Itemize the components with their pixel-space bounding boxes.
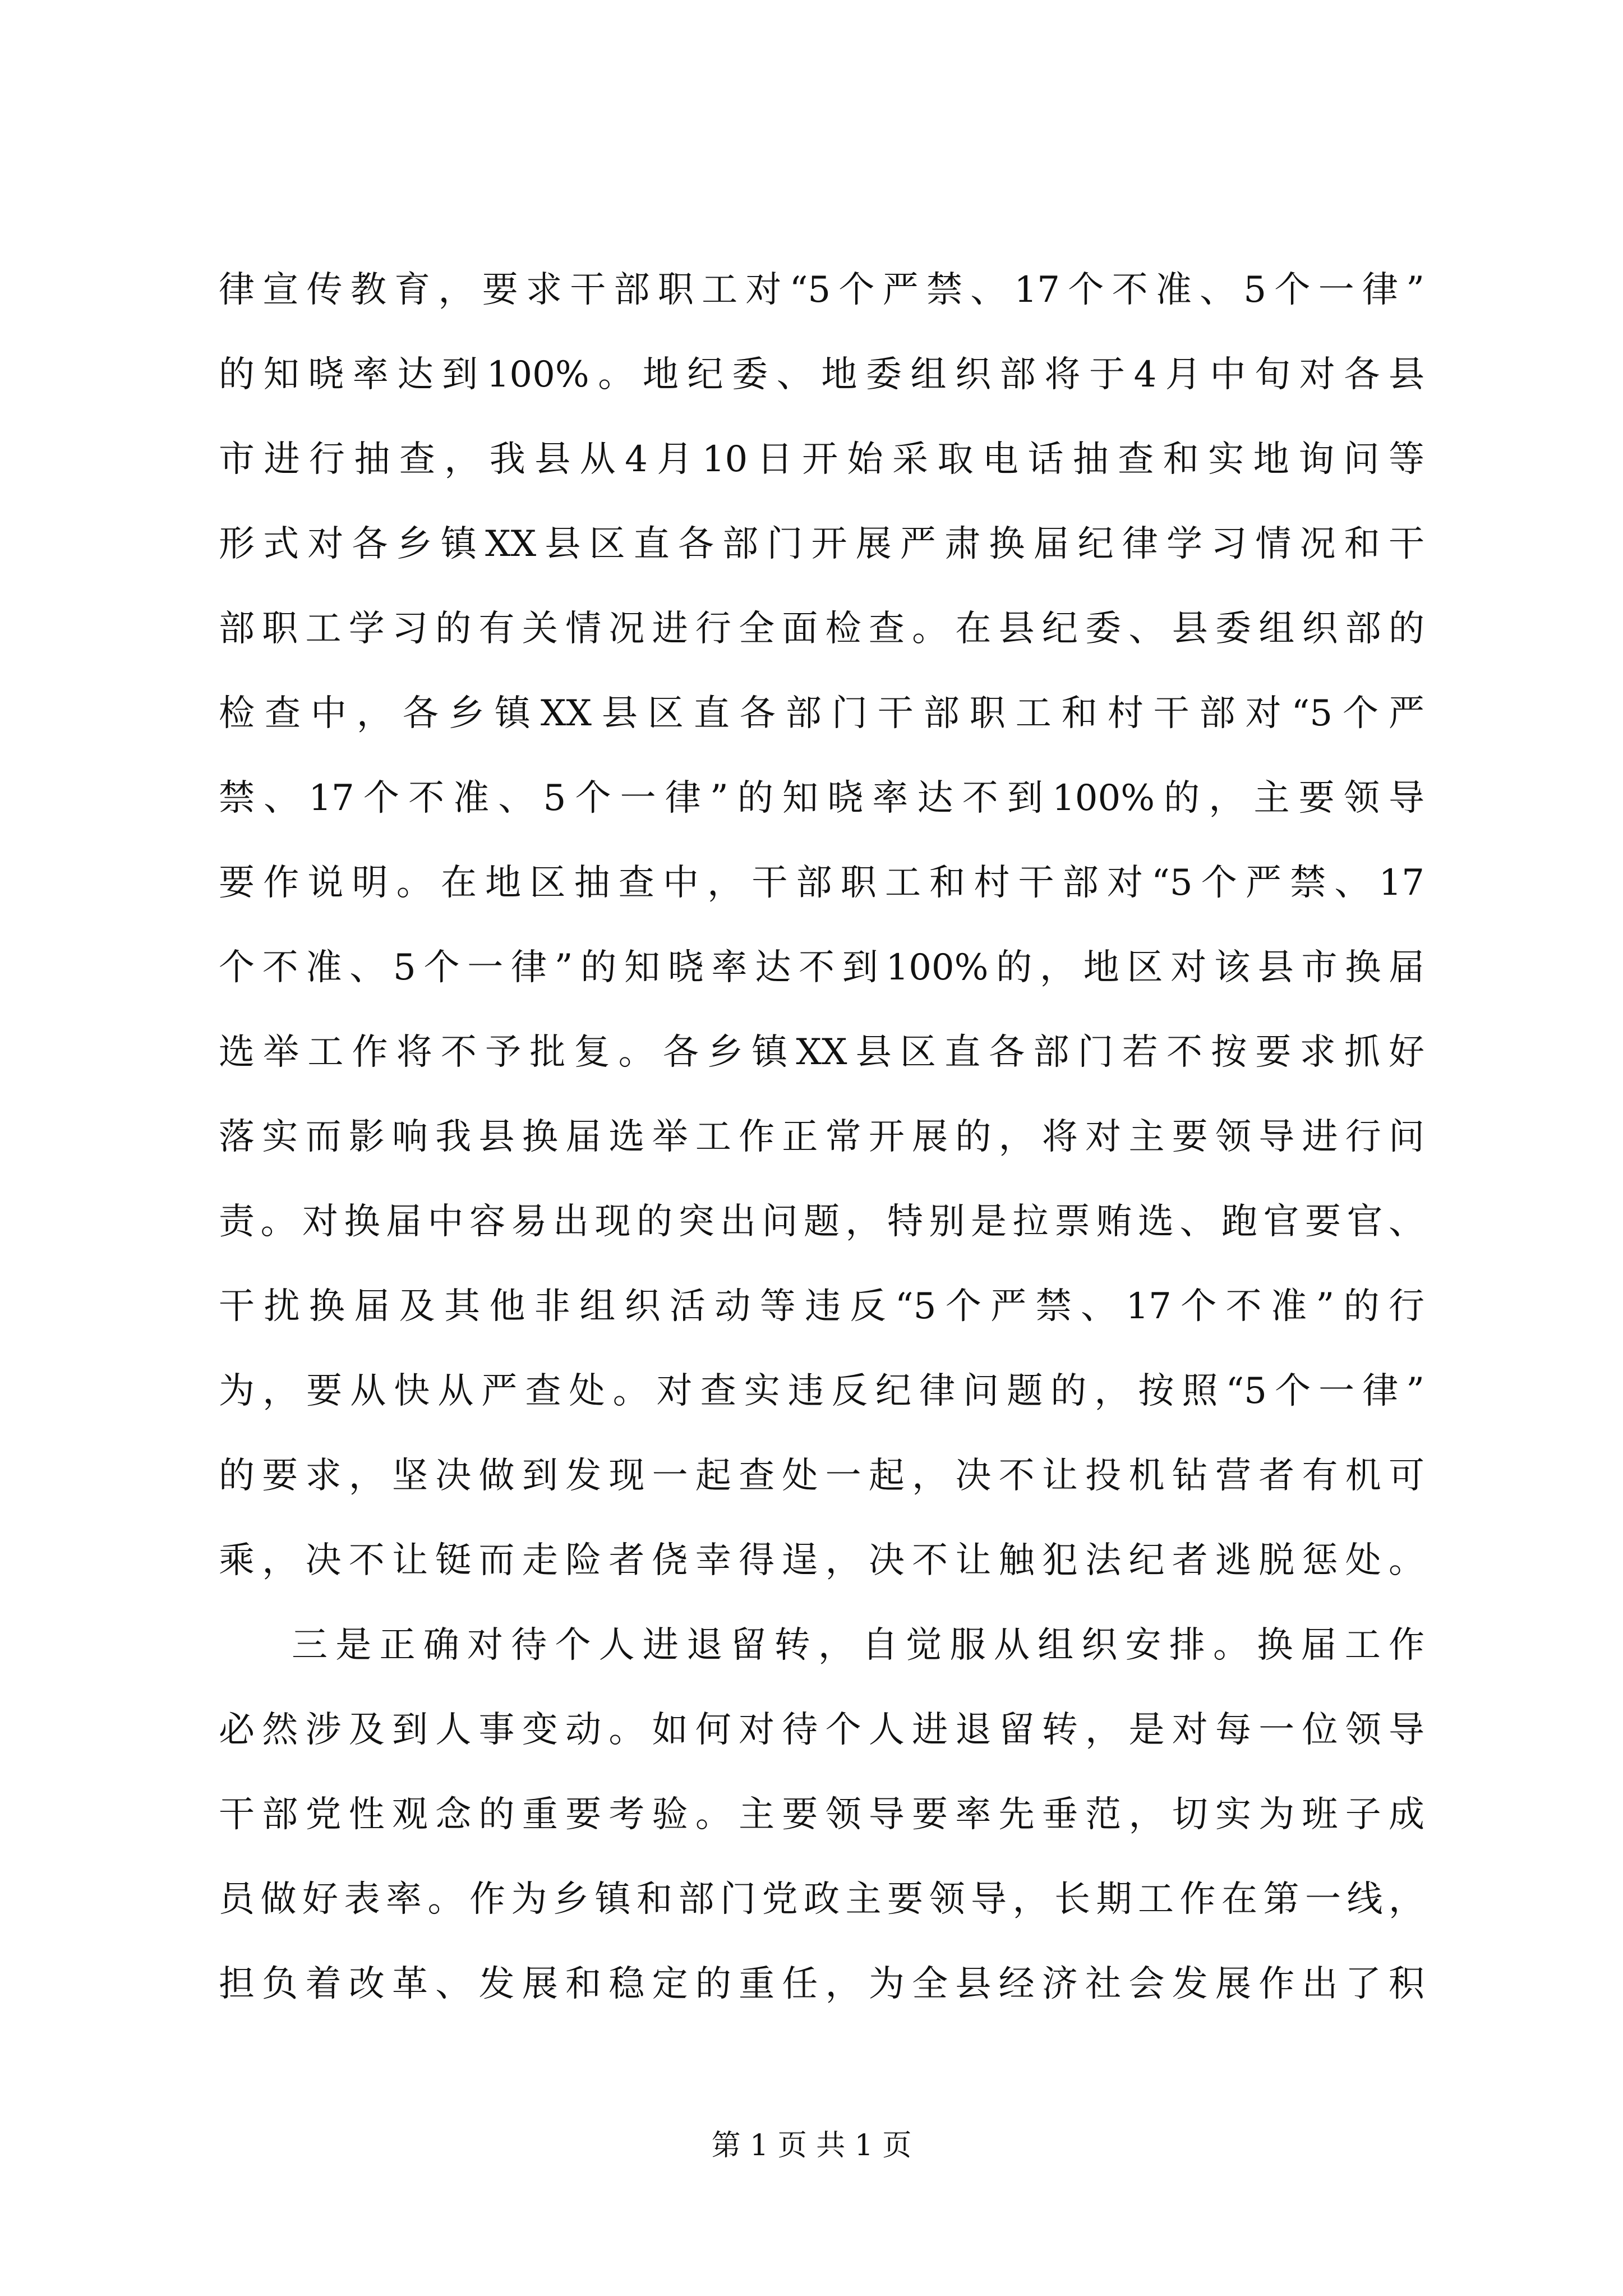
text-line: 市进行抽查，我县从4月10日开始采取电话抽查和实地询问等: [219, 439, 1424, 480]
text-line: 必然涉及到人事变动。如何对待个人进退留转，是对每一位领导: [219, 1709, 1424, 1751]
text-line: 的知晓率达到100%。地纪委、地委组织部将于4月中旬对各县: [219, 354, 1424, 395]
text-line: 律宣传教育，要求干部职工对“5个严禁、17个不准、5个一律”: [219, 269, 1424, 311]
text-line: 选举工作将不予批复。各乡镇XX县区直各部门若不按要求抓好: [219, 1032, 1424, 1073]
text-line: 检查中，各乡镇XX县区直各部门干部职工和村干部对“5个严: [219, 693, 1424, 734]
text-line: 个不准、5个一律”的知晓率达不到100%的，地区对该县市换届: [219, 947, 1424, 988]
document-body: [219, 248, 1424, 2027]
text-line: 乘，决不让铤而走险者侥幸得逞，决不让触犯法纪者逃脱惩处。: [219, 1540, 1424, 1581]
text-line: 落实而影响我县换届选举工作正常开展的，将对主要领导进行问: [219, 1116, 1424, 1158]
text-line: 为，要从快从严查处。对查实违反纪律问题的，按照“5个一律”: [219, 1370, 1424, 1412]
page-number-footer: 第 1 页 共 1 页: [711, 2129, 912, 2162]
text-line: 干扰换届及其他非组织活动等违反“5个严禁、17个不准”的行: [219, 1286, 1424, 1327]
text-line: 三是正确对待个人进退留转，自觉服从组织安排。换届工作: [292, 1625, 1424, 1666]
text-line: 责。对换届中容易出现的突出问题，特别是拉票贿选、跑官要官、: [219, 1201, 1424, 1243]
text-line: 员做好表率。作为乡镇和部门党政主要领导，长期工作在第一线，: [219, 1879, 1424, 1920]
text-line: 担负着改革、发展和稳定的重任，为全县经济社会发展作出了积: [219, 1963, 1424, 2005]
text-line: 禁、17个不准、5个一律”的知晓率达不到100%的，主要领导: [219, 777, 1424, 819]
text-line: 的要求，坚决做到发现一起查处一起，决不让投机钻营者有机可: [219, 1455, 1424, 1497]
text-line: 形式对各乡镇XX县区直各部门开展严肃换届纪律学习情况和干: [219, 523, 1424, 565]
text-line: 要作说明。在地区抽查中，干部职工和村干部对“5个严禁、17: [219, 862, 1424, 904]
text-line: 干部党性观念的重要考验。主要领导要率先垂范，切实为班子成: [219, 1794, 1424, 1835]
text-line: 部职工学习的有关情况进行全面检查。在县纪委、县委组织部的: [219, 608, 1424, 650]
